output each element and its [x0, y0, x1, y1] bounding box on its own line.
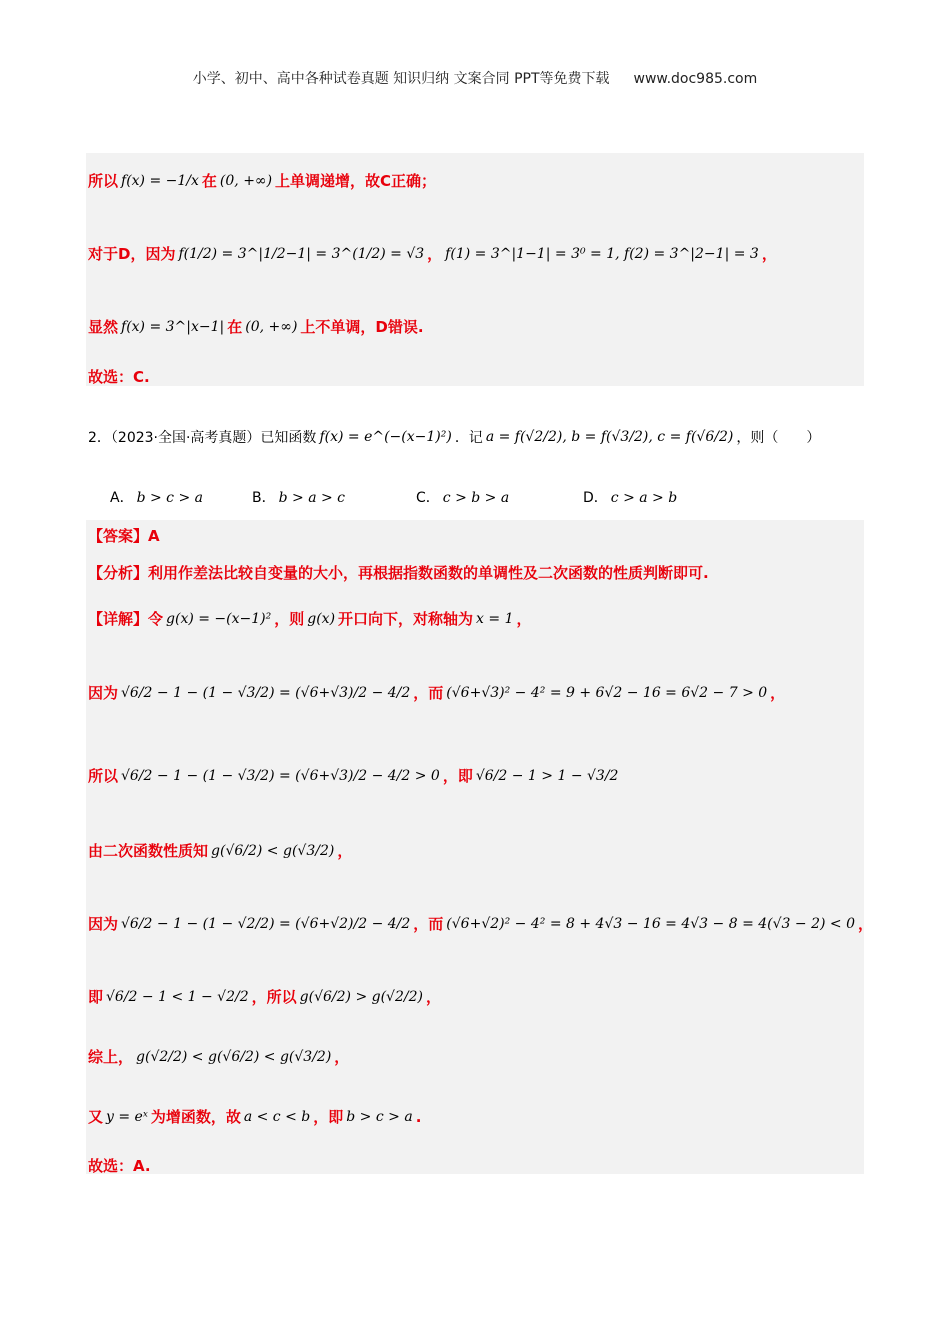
formula: f(1) = 3^|1−1| = 3⁰ = 1, f(2) = 3^|2−1| = 3	[445, 245, 759, 262]
formula: √6/2 − 1 − (1 − √2/2) = (√6+√2)/2 − 4/2	[121, 915, 411, 932]
answer-line: 【答案】A	[88, 527, 160, 545]
formula: √6/2 − 1 − (1 − √3/2) = (√6+√3)/2 − 4/2 > 0	[121, 767, 440, 784]
solution-line-3: 显然 f(x) = 3^|x−1| 在 (0, +∞) 上不单调，D错误.	[88, 318, 424, 336]
formula: √6/2 − 1 > 1 − √3/2	[475, 767, 619, 784]
formula: a = f(√2/2), b = f(√3/2), c = f(√6/2)	[485, 429, 734, 445]
formula: f(1/2) = 3^|1/2−1| = 3^(1/2) = √3	[178, 245, 425, 262]
detail-line-9: 故选：A.	[88, 1157, 151, 1175]
detail-line-4: 由二次函数性质知 g(√6/2) < g(√3/2) ，	[88, 842, 353, 860]
formula: f(x) = 3^|x−1|	[121, 318, 225, 335]
option-c: C． c > b > a	[416, 490, 510, 506]
detail-line-5: 因为 √6/2 − 1 − (1 − √2/2) = (√6+√2)/2 − 4/2 ，而 (√6+√2)² − 4² = 8 + 4√3 − 16 = 4√3 − 8 = 4(√3 − 2) < 0 ，	[88, 915, 874, 933]
solution-line-1: 所以 f(x) = −1/x 在 (0, +∞) 上单调递增，故C正确；	[88, 172, 437, 190]
header-site: www.doc985.com	[633, 71, 758, 87]
detail-line-6: 即 √6/2 − 1 < 1 − √2/2 ，所以 g(√6/2) > g(√2/2) ，	[88, 988, 441, 1006]
analysis-line: 【分析】利用作差法比较自变量的大小，再根据指数函数的单调性及二次函数的性质判断即可.	[88, 564, 709, 582]
detail-line-8: 又 y = eˣ 为增函数，故 a < c < b ，即 b > c > a .	[88, 1107, 422, 1126]
formula: f(x) = e^(−(x−1)²)	[319, 429, 452, 445]
formula: (√6+√2)² − 4² = 8 + 4√3 − 16 = 4√3 − 8 = 4(√3 − 2) < 0	[446, 915, 855, 932]
header-text: 小学、初中、高中各种试卷真题 知识归纳 文案合同 PPT等免费下载	[192, 71, 610, 87]
formula: g(√6/2) < g(√3/2)	[211, 842, 335, 859]
formula: x = 1	[476, 610, 514, 627]
detail-line-3: 所以 √6/2 − 1 − (1 − √3/2) = (√6+√3)/2 − 4/2 > 0 ，即 √6/2 − 1 > 1 − √3/2	[88, 767, 619, 785]
option-a: A． b > c > a	[110, 490, 203, 506]
formula: g(x)	[307, 610, 336, 627]
solution-line-4: 故选：C.	[88, 368, 150, 386]
formula: a < c < b	[243, 1108, 311, 1125]
formula: g(x) = −(x−1)²	[166, 610, 272, 627]
formula: (0, +∞)	[219, 172, 273, 189]
formula: f(x) = −1/x	[121, 172, 199, 189]
formula: g(√2/2) < g(√6/2) < g(√3/2)	[136, 1048, 332, 1065]
formula: √6/2 − 1 < 1 − √2/2	[106, 988, 249, 1005]
formula: (0, +∞)	[245, 318, 298, 335]
formula: (√6+√3)² − 4² = 9 + 6√2 − 16 = 6√2 − 7 > 0	[446, 684, 768, 701]
question-2: 2．（2023·全国·高考真题）已知函数 f(x) = e^(−(x−1)²) ．记 a = f(√2/2), b = f(√3/2), c = f(√6/2) ，则（ ）	[88, 429, 821, 446]
formula: y = eˣ	[106, 1108, 148, 1125]
solution-line-2: 对于D，因为 f(1/2) = 3^|1/2−1| = 3^(1/2) = √3 ， f(1) = 3^|1−1| = 3⁰ = 1, f(2) = 3^|2−1| = 3 ，	[88, 245, 777, 263]
formula: √6/2 − 1 − (1 − √3/2) = (√6+√3)/2 − 4/2	[121, 684, 411, 701]
formula: g(√6/2) > g(√2/2)	[299, 988, 423, 1005]
option-d: D． c > a > b	[583, 490, 678, 506]
formula: b > c > a	[346, 1108, 413, 1125]
detail-line-7: 综上， g(√2/2) < g(√6/2) < g(√3/2) ，	[88, 1048, 350, 1066]
detail-line-2: 因为 √6/2 − 1 − (1 − √3/2) = (√6+√3)/2 − 4/2 ，而 (√6+√3)² − 4² = 9 + 6√2 − 16 = 6√2 − 7 > 0 ，	[88, 684, 786, 702]
detail-line-1: 【详解】令 g(x) = −(x−1)² ，则 g(x) 开口向下，对称轴为 x = 1 ，	[88, 610, 532, 628]
option-b: B． b > a > c	[252, 490, 346, 506]
page-header	[0, 68, 950, 88]
